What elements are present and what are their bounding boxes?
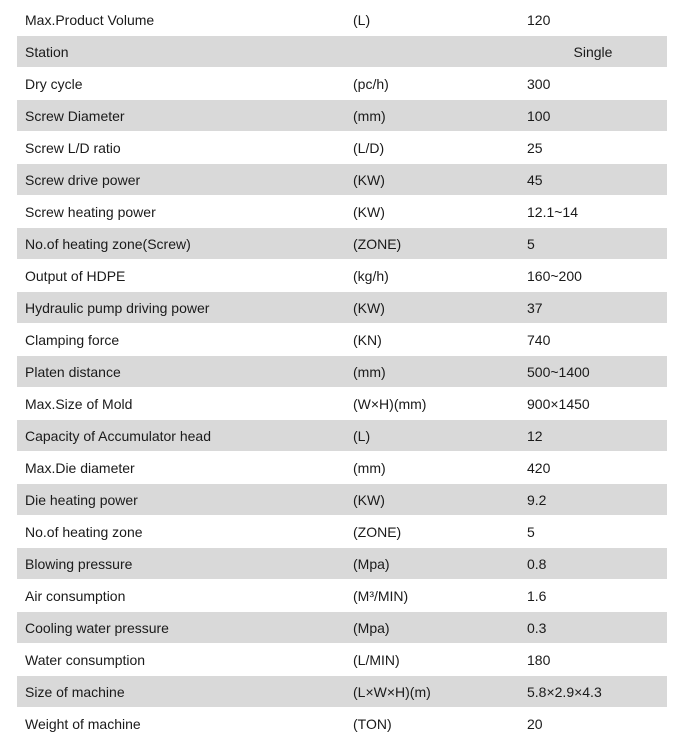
table-row <box>17 196 667 228</box>
spec-value: 5.8×2.9×4.3 <box>519 676 667 708</box>
spec-unit <box>345 36 519 68</box>
spec-value: 5 <box>519 516 667 548</box>
spec-unit: (KN) <box>345 324 519 356</box>
table-row <box>17 612 667 644</box>
table-row <box>17 676 667 708</box>
spec-unit: (mm) <box>345 100 519 132</box>
spec-unit: (KW) <box>345 292 519 324</box>
spec-table <box>17 4 667 740</box>
spec-unit: (mm) <box>345 356 519 388</box>
spec-value: 20 <box>519 708 667 740</box>
spec-name: Screw L/D ratio <box>17 132 345 164</box>
table-row <box>17 68 667 100</box>
spec-name: Blowing pressure <box>17 548 345 580</box>
spec-value: 5 <box>519 228 667 260</box>
spec-table-body <box>17 4 667 740</box>
spec-value: 0.8 <box>519 548 667 580</box>
spec-name: Max.Size of Mold <box>17 388 345 420</box>
spec-name: Screw Diameter <box>17 100 345 132</box>
spec-name: Max.Product Volume <box>17 4 345 36</box>
spec-value: Single <box>573 43 613 60</box>
spec-unit: (L/D) <box>345 132 519 164</box>
spec-value: 1.6 <box>519 580 667 612</box>
spec-value: 0.3 <box>519 612 667 644</box>
spec-name: Water consumption <box>17 644 345 676</box>
spec-value: 500~1400 <box>519 356 667 388</box>
table-row <box>17 324 667 356</box>
spec-value: 37 <box>519 292 667 324</box>
table-row <box>17 708 667 740</box>
table-row <box>17 484 667 516</box>
table-row <box>17 548 667 580</box>
spec-value: 12.1~14 <box>519 196 667 228</box>
spec-name: Screw drive power <box>17 164 345 196</box>
spec-unit: (TON) <box>345 708 519 740</box>
table-row <box>17 260 667 292</box>
spec-value: 180 <box>519 644 667 676</box>
spec-value: 25 <box>519 132 667 164</box>
spec-value: 45 <box>519 164 667 196</box>
table-row <box>17 36 667 68</box>
table-row <box>17 420 667 452</box>
spec-name: Station <box>17 36 345 68</box>
spec-value: 100 <box>519 100 667 132</box>
spec-name: Die heating power <box>17 484 345 516</box>
table-row <box>17 292 667 324</box>
spec-unit: (kg/h) <box>345 260 519 292</box>
table-row <box>17 356 667 388</box>
spec-value: 900×1450 <box>519 388 667 420</box>
table-row <box>17 516 667 548</box>
table-row <box>17 644 667 676</box>
spec-unit: (L/MIN) <box>345 644 519 676</box>
spec-name: Air consumption <box>17 580 345 612</box>
spec-value: 740 <box>519 324 667 356</box>
spec-unit: (ZONE) <box>345 228 519 260</box>
spec-unit: (L×W×H)(m) <box>345 676 519 708</box>
spec-value: 12 <box>519 420 667 452</box>
spec-name: Weight of machine <box>17 708 345 740</box>
table-row <box>17 100 667 132</box>
spec-name: No.of heating zone <box>17 516 345 548</box>
spec-value: 300 <box>519 68 667 100</box>
spec-name: Dry cycle <box>17 68 345 100</box>
spec-name: Capacity of Accumulator head <box>17 420 345 452</box>
spec-name: Screw heating power <box>17 196 345 228</box>
spec-unit: (L) <box>345 420 519 452</box>
spec-name: Output of HDPE <box>17 260 345 292</box>
spec-value: 420 <box>519 452 667 484</box>
spec-unit: (KW) <box>345 164 519 196</box>
table-row <box>17 580 667 612</box>
spec-unit: (M³/MIN) <box>345 580 519 612</box>
spec-unit: (Mpa) <box>345 612 519 644</box>
spec-name: Max.Die diameter <box>17 452 345 484</box>
spec-unit: (KW) <box>345 196 519 228</box>
spec-unit: (ZONE) <box>345 516 519 548</box>
spec-name: Platen distance <box>17 356 345 388</box>
table-row <box>17 132 667 164</box>
spec-value-cell <box>519 36 667 68</box>
spec-unit: (KW) <box>345 484 519 516</box>
spec-name: No.of heating zone(Screw) <box>17 228 345 260</box>
spec-value: 160~200 <box>519 260 667 292</box>
spec-name: Cooling water pressure <box>17 612 345 644</box>
table-row <box>17 4 667 36</box>
spec-unit: (Mpa) <box>345 548 519 580</box>
spec-name: Clamping force <box>17 324 345 356</box>
table-row <box>17 228 667 260</box>
spec-unit: (W×H)(mm) <box>345 388 519 420</box>
spec-name: Hydraulic pump driving power <box>17 292 345 324</box>
table-row <box>17 452 667 484</box>
spec-unit: (pc/h) <box>345 68 519 100</box>
spec-value: 9.2 <box>519 484 667 516</box>
table-row <box>17 388 667 420</box>
spec-name: Size of machine <box>17 676 345 708</box>
table-row <box>17 164 667 196</box>
spec-value: 120 <box>519 4 667 36</box>
spec-unit: (mm) <box>345 452 519 484</box>
spec-unit: (L) <box>345 4 519 36</box>
